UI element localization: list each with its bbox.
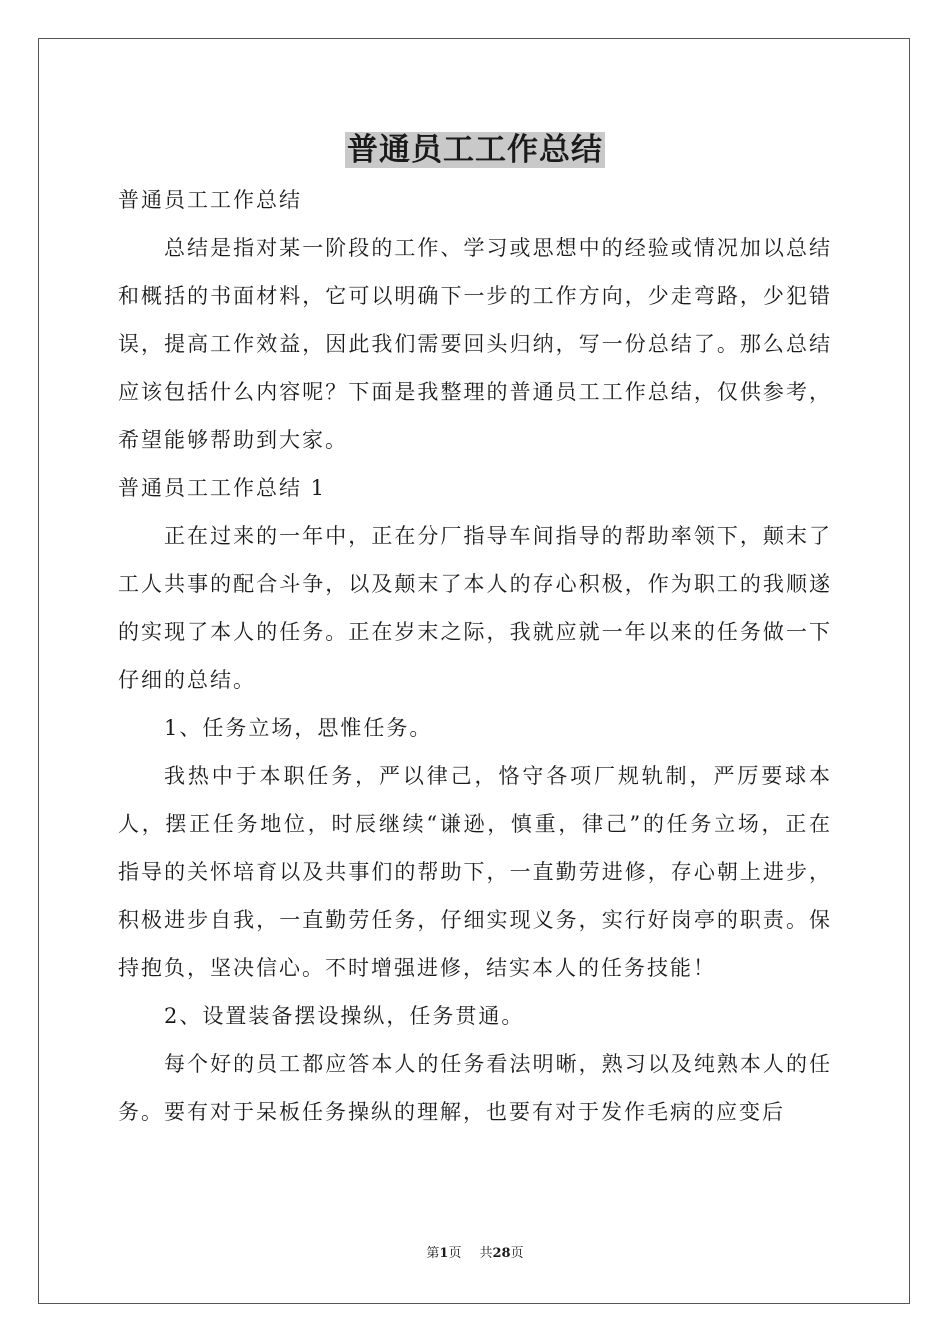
total-pages: 28 — [492, 1246, 511, 1261]
document-title-text: 普通员工工作总结 — [347, 132, 603, 168]
paragraph: 2、设置装备摆设操纵，任务贯通。 — [164, 1004, 525, 1028]
paragraph: 1、任务立场，思惟任务。 — [164, 716, 433, 740]
page-footer — [0, 1244, 950, 1264]
page-suffix: 页 — [448, 1246, 462, 1261]
page-prefix: 第 — [426, 1246, 440, 1261]
document-body — [118, 176, 832, 1136]
paragraph: 我热中于本职任务，严以律己，恪守各项厂规轨制，严厉要球本人，摆正任务地位，时辰继续“谦逊，慎重，律己”的任务立场，正在指导的关怀培育以及共事们的帮助下，一直勤劳进修，存心朝上进步，积极进步自我，一直勤劳任务，仔细实现义务，实行好岗亭的职责。保持抱负，坚决信心。不时增强进修，结实本人的任务技能！ — [118, 764, 832, 980]
total-suffix: 页 — [510, 1246, 524, 1261]
section-heading: 普通员工工作总结 1 — [118, 476, 327, 500]
paragraph: 普通员工工作总结 — [118, 188, 302, 212]
page-number: 1 — [439, 1246, 449, 1261]
paragraph: 总结是指对某一阶段的工作、学习或思想中的经验或情况加以总结和概括的书面材料，它可以明确下一步的工作方向，少走弯路，少犯错误，提高工作效益，因此我们需要回头归纳，写一份总结了。那么总结应该包括什么内容呢？下面是我整理的普通员工工作总结，仅供参考，希望能够帮助到大家。 — [118, 236, 832, 452]
total-prefix: 共 — [479, 1246, 493, 1261]
paragraph: 正在过来的一年中，正在分厂指导车间指导的帮助率领下，颠末了工人共事的配合斗争，以及颠末了本人的存心积极，作为职工的我顺遂的实现了本人的任务。正在岁末之际，我就应就一年以来的任务做一下仔细的总结。 — [118, 524, 832, 692]
paragraph: 每个好的员工都应答本人的任务看法明晰，熟习以及纯熟本人的任务。要有对于呆板任务操纵的理解，也要有对于发作毛病的应变后 — [118, 1052, 832, 1124]
document-title — [0, 128, 950, 172]
